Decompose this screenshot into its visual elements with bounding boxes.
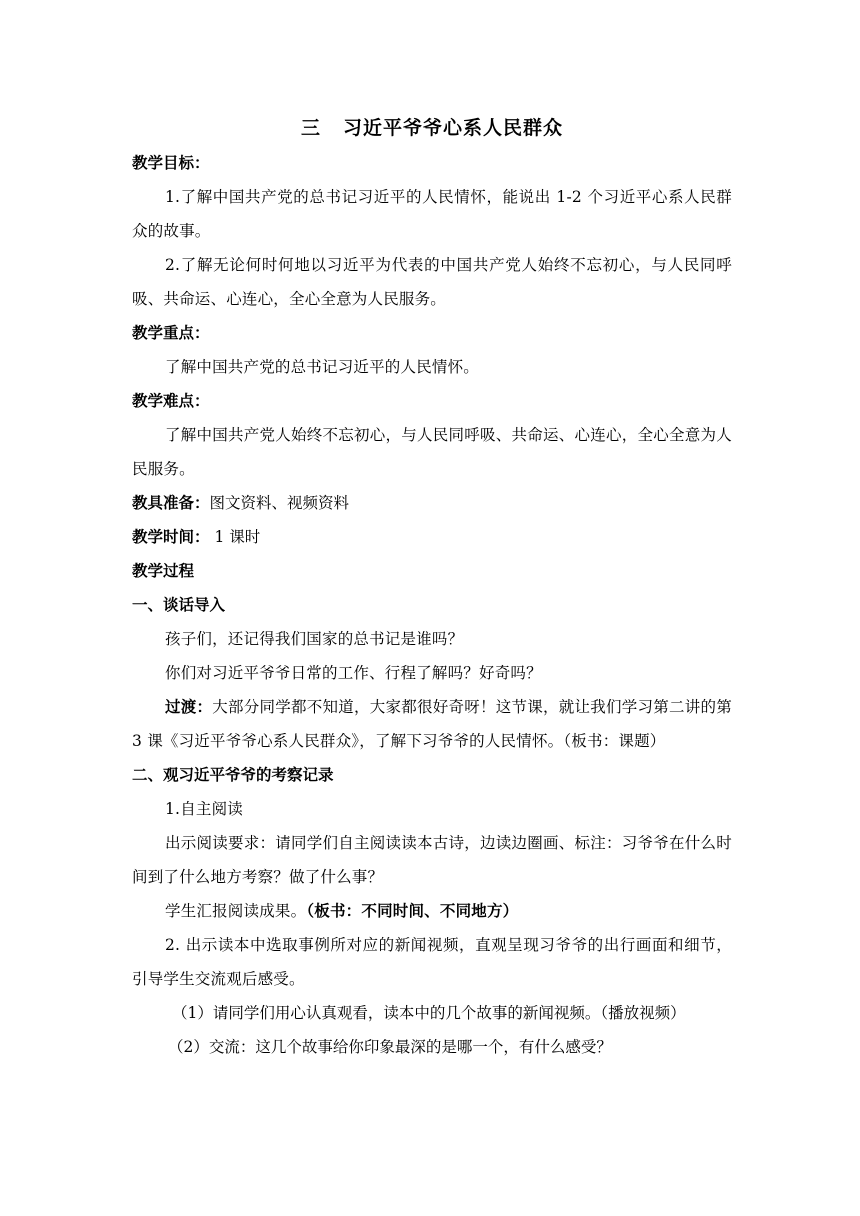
section1-line-2: 你们对习近平爷爷日常的工作、行程了解吗？好奇吗？ [165, 664, 542, 682]
document-page [132, 114, 732, 1064]
time-line [132, 520, 732, 554]
report-text: 学生汇报阅读成果。 [165, 902, 307, 920]
transition-label: 过渡： [165, 697, 213, 716]
time-value: 1 课时 [209, 528, 261, 546]
transition-text: 大部分同学都不知道，大家都很好奇呀！这节课，就让我们学习第二讲的第 3 课《习近平爷爷心系人民群众》，了解下习爷爷的人民情怀。（板书：课题） [132, 698, 732, 750]
goals-heading: 教学目标： [132, 153, 210, 172]
difficulties-heading: 教学难点： [132, 391, 210, 410]
materials-value: 图文资料、视频资料 [209, 494, 350, 512]
lesson-title-text: 习近平爷爷心系人民群众 [343, 117, 564, 139]
step2-paragraph: 2. 出示读本中选取事例所对应的新闻视频，直观呈现习爷爷的出行画面和细节，引导学生交流观后感受。 [132, 936, 732, 988]
difficulties-text: 了解中国共产党人始终不忘初心，与人民同呼吸、共命运、心连心，全心全意为人民服务。 [132, 426, 732, 478]
goal-item-2: 2.了解无论何时何地以习近平为代表的中国共产党人始终不忘初心，与人民同呼吸、共命运、心连心，全心全意为人民服务。 [132, 256, 732, 308]
report-board: （板书：不同时间、不同地方） [306, 901, 519, 920]
section2-heading: 二、观习近平爷爷的考察记录 [132, 765, 334, 784]
materials-label: 教具准备： [132, 493, 210, 512]
section1-heading: 一、谈话导入 [132, 595, 226, 614]
transition-paragraph [132, 690, 732, 758]
key-points-text: 了解中国共产党的总书记习近平的人民情怀。 [165, 358, 480, 376]
lesson-title [132, 114, 732, 142]
materials-line [132, 486, 732, 520]
key-points-heading: 教学重点： [132, 323, 210, 342]
report-paragraph [132, 894, 732, 928]
sub-item-2: （2）交流：这几个故事给你印象最深的是哪一个，有什么感受？ [168, 1038, 612, 1056]
process-heading: 教学过程 [132, 561, 195, 580]
reading-requirement: 出示阅读要求：请同学们自主阅读读本古诗，边读边圈画、标注：习爷爷在什么时间到了什么地方考察？做了什么事？ [132, 834, 732, 886]
sub-item-1: （1）请同学们用心认真观看，读本中的几个故事的新闻视频。（播放视频） [172, 1004, 686, 1022]
step1-label: 1.自主阅读 [165, 800, 243, 818]
time-label: 教学时间： [132, 527, 210, 546]
lesson-number: 三 [300, 117, 321, 139]
goal-item-1: 1.了解中国共产党的总书记习近平的人民情怀，能说出 1-2 个习近平心系人民群众的故事。 [132, 188, 732, 240]
section1-line-1: 孩子们，还记得我们国家的总书记是谁吗？ [165, 630, 464, 648]
